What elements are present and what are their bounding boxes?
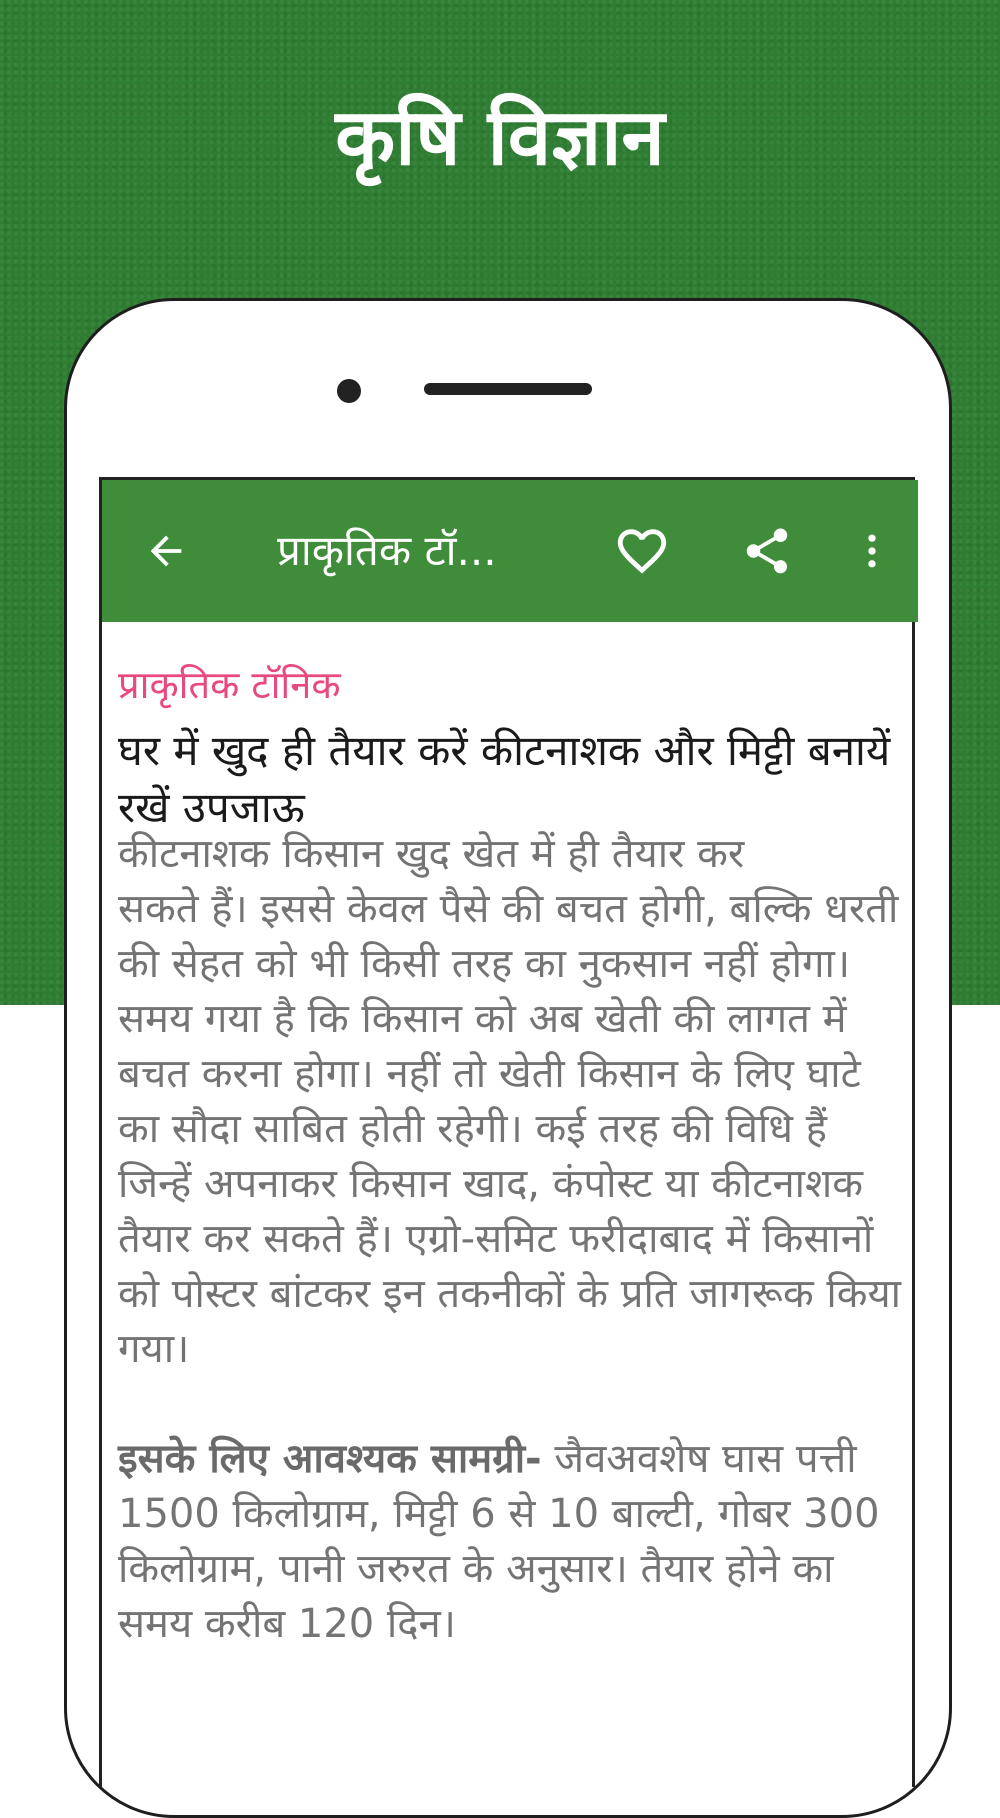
share-icon bbox=[740, 524, 794, 578]
app-bar bbox=[102, 480, 918, 622]
favorite-button[interactable] bbox=[602, 480, 682, 622]
materials-text: जैवअवशेष घास पत्ती 1500 किलोग्राम, मिट्टी 6 से 10 बाल्टी, गोबर 300 किलोग्राम, पानी जरुरत के अनुसार। तैयार होने का समय करीब 120 दिन। bbox=[118, 1436, 880, 1647]
phone-speaker bbox=[424, 383, 592, 395]
article-partial-line: कीटनाशक किसान खुद खेत में ही तैयार कर bbox=[118, 831, 745, 877]
phone-camera bbox=[337, 379, 361, 403]
app-screen bbox=[99, 477, 915, 1787]
promo-title: कृषि विज्ञान bbox=[335, 93, 665, 183]
more-options-button[interactable] bbox=[842, 480, 902, 622]
share-button[interactable] bbox=[727, 480, 807, 622]
article-paragraph bbox=[118, 1432, 908, 1652]
more-vert-icon bbox=[850, 529, 894, 573]
app-bar-title: प्राकृतिक टॉ... bbox=[277, 526, 497, 575]
back-button[interactable] bbox=[132, 480, 200, 622]
article-body[interactable] bbox=[118, 831, 908, 1727]
materials-heading: इसके लिए आवश्यक सामग्री- bbox=[118, 1436, 542, 1482]
heart-outline-icon bbox=[613, 522, 671, 580]
arrow-left-icon bbox=[143, 528, 189, 574]
article-headline: घर में खुद ही तैयार करें कीटनाशक और मिट्टी बनायें रखें उपजाऊ bbox=[118, 726, 891, 832]
article-category[interactable]: प्राकृतिक टॉनिक bbox=[118, 663, 341, 707]
article-paragraph: सकते हैं। इससे केवल पैसे की बचत होगी, बल्कि धरती की सेहत को भी किसी तरह का नुकसान नहीं होगा। समय गया है कि किसान को अब खेती की लागत में बचत करना होगा। नहीं तो खेती किसान के लिए घाटे का सौदा साबित होती रहेगी। कई तरह की विधि हैं जिन्हें अपनाकर किसान खाद, कंपोस्ट या कीटनाशक तैयार कर सकते हैं। एग्रो-समिट फरीदाबाद में किसानों को पोस्टर बांटकर इन तकनीकों के प्रति जागरूक किया गया। bbox=[118, 886, 902, 1372]
